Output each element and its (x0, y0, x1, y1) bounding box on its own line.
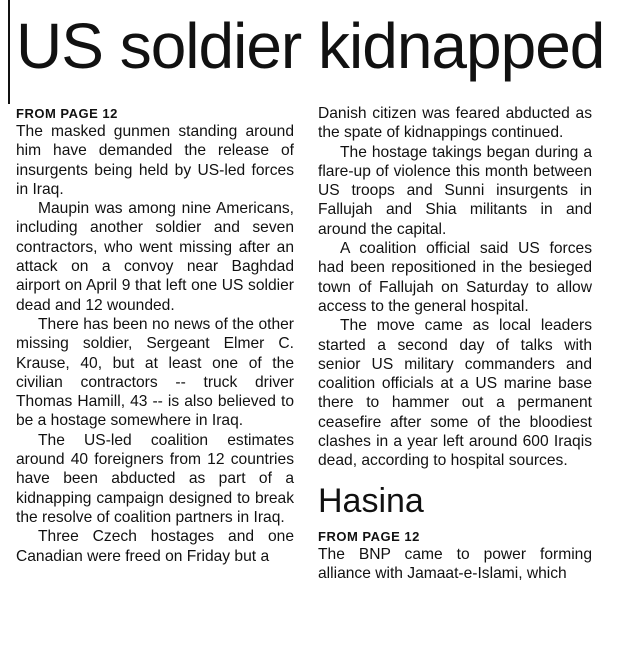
article-right-column (318, 104, 592, 583)
article-left-column (16, 104, 294, 566)
article-headline: US soldier kidnapped (16, 10, 605, 82)
column-rule (8, 0, 10, 104)
article-paragraph: There has been no news of the other missing soldier, Sergeant Elmer C. Krause, 40, but at least one of the civilian contractors -- truck driver Thomas Hamill, 43 -- is also believed to be a hostage somewhere in Iraq. (16, 315, 294, 430)
article-paragraph: The masked gunmen standing around him have demanded the release of insurgents being held by US-led forces in Iraq. (16, 123, 294, 198)
article-paragraph: A coalition official said US forces had been repositioned in the besieged town of Fallujah on Saturday to allow access to the general hospital. (318, 240, 592, 315)
second-article-headline: Hasina (318, 481, 424, 520)
article-paragraph: Maupin was among nine Americans, including another soldier and seven contractors, who went missing after an attack on a convoy near Baghdad airport on April 9 that left one US soldier dead and 12 wounded. (16, 200, 294, 314)
article-paragraph: The US-led coalition estimates around 40 foreigners from 12 countries have been abducted as part of a kidnapping campaign designed to break the resolve of coalition partners in Iraq. (16, 431, 294, 526)
article-kicker: FROM PAGE 12 (16, 106, 118, 121)
article-paragraph: The move came as local leaders started a second day of talks with senior US military commanders and coalition officials at a US marine base there to hammer out a permanent ceasefire after some of the bloodiest clashes in a year left around 600 Iraqis dead, according to hospital sources. (318, 317, 592, 470)
article-paragraph: Three Czech hostages and one Canadian were freed on Friday but a (16, 528, 294, 565)
article-paragraph: The hostage takings began during a flare-up of violence this month between US troops and Sunni insurgents in Fallujah and Shia militants in and around the capital. (318, 143, 592, 238)
second-article-paragraph: The BNP came to power forming alliance with Jamaat-e-Islami, which (318, 545, 592, 582)
second-article-kicker: FROM PAGE 12 (318, 528, 420, 544)
article-paragraph-continued: Danish citizen was feared abducted as the spate of kidnappings continued. (318, 105, 592, 142)
